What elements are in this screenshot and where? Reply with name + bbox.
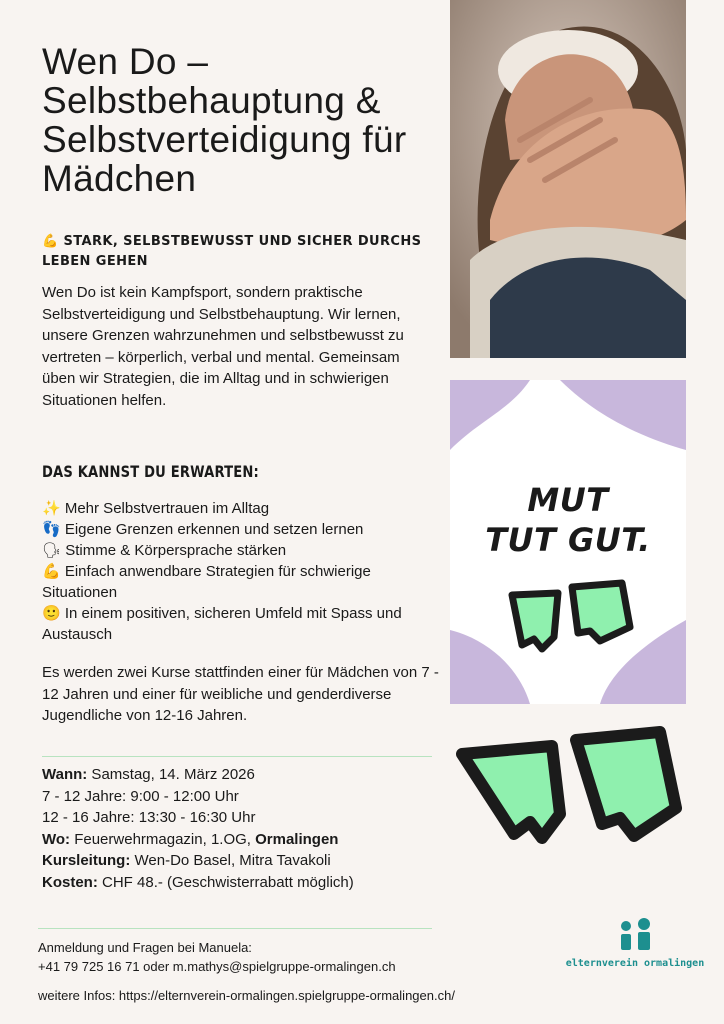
photo-girl-hands xyxy=(450,0,686,358)
cost-label: Kosten: xyxy=(42,873,98,891)
where-town: Ormalingen xyxy=(255,830,339,848)
contact-heading: Anmeldung und Fragen bei Manuela: xyxy=(38,940,252,955)
contact-info xyxy=(38,938,478,976)
photo-illustration xyxy=(450,0,686,358)
small-quote-icon xyxy=(450,575,686,665)
where-row xyxy=(42,829,462,851)
cost-value: CHF 48.- (Geschwisterrabatt möglich) xyxy=(97,873,354,891)
cost-row xyxy=(42,872,462,894)
time-row-young: 7 - 12 Jahre: 9:00 - 12:00 Uhr xyxy=(42,787,239,805)
when-value: Samstag, 14. März 2026 xyxy=(87,766,255,783)
list-item: ✨ Mehr Selbstvertrauen im Alltag xyxy=(42,500,270,517)
event-details xyxy=(42,764,462,893)
list-item: 👣 Eigene Grenzen erkennen und setzen lernen xyxy=(42,521,364,538)
where-value: Feuerwehrmagazin, 1.OG, xyxy=(70,830,256,848)
lead-label: Kursleitung: xyxy=(42,852,131,869)
expect-list xyxy=(42,498,432,645)
lead-row xyxy=(42,850,462,872)
large-quote-icon xyxy=(452,724,684,864)
intro-paragraph: Wen Do ist kein Kampfsport, sondern praktische Selbstverteidigung und Selbstbehauptung. Wir lernen, unsere Grenzen wahrzunehmen und selbstbewusst zu vertreten – körperlich, verbal und mental. Gemeinsam üben wir Strategien, die im Alltag und in schwierigen Situationen helfen. xyxy=(42,284,404,409)
list-item: 🗣 Stimme & Körpersprache stärken xyxy=(42,542,287,559)
when-row xyxy=(42,764,462,786)
poster-slogan xyxy=(450,480,686,560)
lead-value: Wen-Do Basel, Mitra Tavakoli xyxy=(130,852,331,869)
list-item: 💪 Einfach anwendbare Strategien für schwierige Situationen xyxy=(42,563,371,601)
poster-line-2: TUT GUT. xyxy=(485,521,651,559)
poster-line-1: MUT xyxy=(527,481,609,519)
divider xyxy=(38,928,432,929)
expect-heading: DAS KANNST DU ERWARTEN: xyxy=(42,462,259,481)
mut-tut-gut-poster xyxy=(450,380,686,704)
contact-details[interactable]: +41 79 725 16 71 oder m.mathys@spielgruppe-ormalingen.ch xyxy=(38,959,396,974)
courses-paragraph: Es werden zwei Kurse stattfinden einer für Mädchen von 7 - 12 Jahren und einer für weibliche und genderdiverse Jugendliche von 12-16 Jahren. xyxy=(42,664,439,724)
divider xyxy=(42,756,432,757)
page-title: Wen Do – Selbstbehauptung & Selbstverteidigung für Mädchen xyxy=(42,41,407,199)
more-info-link[interactable]: weitere Infos: https://elternverein-ormalingen.spielgruppe-ormalingen.ch/ xyxy=(38,988,455,1003)
where-label: Wo: xyxy=(42,830,71,848)
time-row-teen: 12 - 16 Jahre: 13:30 - 16:30 Uhr xyxy=(42,809,256,826)
list-item: 🙂 In einem positiven, sicheren Umfeld mit Spass und Austausch xyxy=(42,605,402,643)
when-label: Wann: xyxy=(42,766,88,783)
logo-text: elternverein ormalingen xyxy=(565,958,705,969)
subtitle: 💪 STARK, SELBSTBEWUSST UND SICHER DURCHS LEBEN GEHEN xyxy=(42,234,422,269)
